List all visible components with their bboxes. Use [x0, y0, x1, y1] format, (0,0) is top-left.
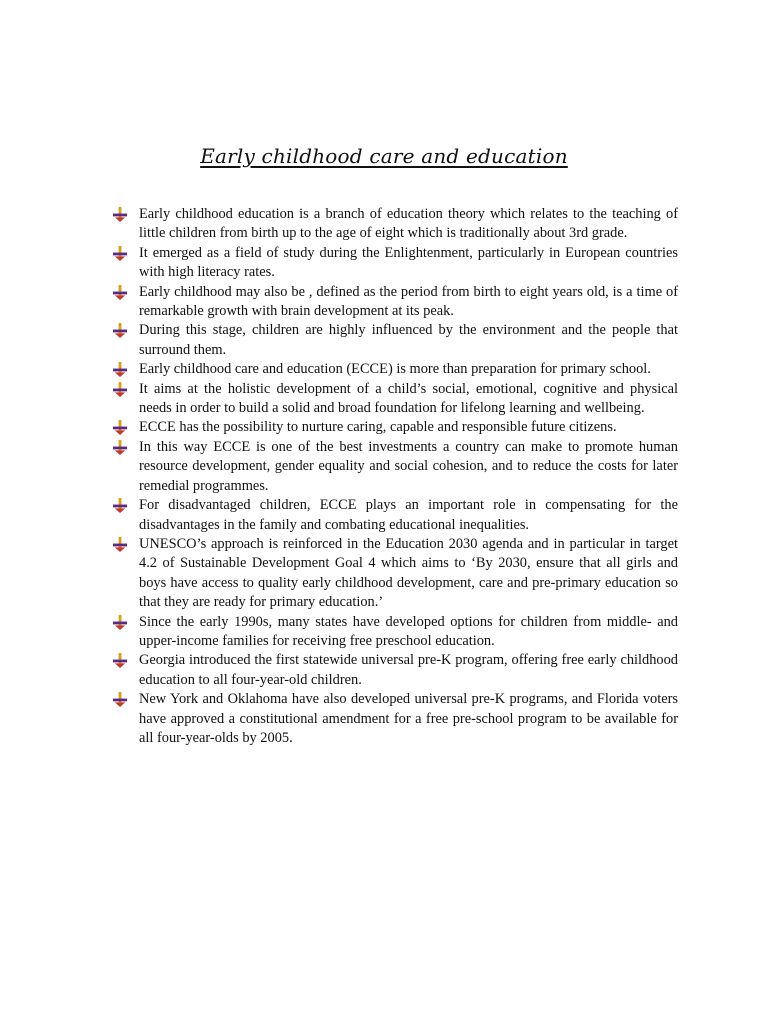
bullet-text: It aims at the holistic development of a child’s social, emotional, cognitive and physical needs in order to build a solid and broad foundation for lifelong learning and wellbeing. [139, 380, 678, 417]
bullet-item [112, 613, 678, 652]
bullet-item [112, 535, 678, 613]
bullet-text: ECCE has the possibility to nurture caring, capable and responsible future citizens. [139, 419, 617, 436]
arrow-bullet-icon [113, 537, 128, 552]
arrow-bullet-icon [113, 420, 128, 435]
bullet-text: UNESCO’s approach is reinforced in the Education 2030 agenda and in particular in target 4.2 of Sustainable Development Goal 4 which aims to ‘By 2030, ensure that all girls and boys have access to quality early childhood development, care and pre-primary education so that they are ready for primary education.’ [139, 535, 678, 611]
arrow-bullet-icon [113, 440, 128, 455]
document-title: Early childhood care and education [200, 144, 568, 168]
arrow-bullet-icon [113, 207, 128, 222]
arrow-bullet-icon [113, 362, 128, 377]
bullet-text: New York and Oklahoma have also developed universal pre-K programs, and Florida voters have approved a constitutional amendment for a free pre-school program to be available for all four-year-olds by 2005. [139, 691, 678, 746]
bullet-text: Early childhood education is a branch of education theory which relates to the teaching of little children from birth up to the age of eight which is traditionally about 3rd grade. [139, 206, 678, 242]
bullet-item [112, 496, 678, 535]
bullet-text: In this way ECCE is one of the best investments a country can make to promote human resource development, gender equality and social cohesion, and to reduce the costs for later remedial programmes. [139, 438, 678, 494]
arrow-bullet-icon [113, 653, 128, 668]
bullet-item [112, 418, 678, 437]
arrow-bullet-icon [113, 692, 128, 707]
bullet-text: Since the early 1990s, many states have developed options for children from middle- and upper-income families for receiving free preschool education. [139, 613, 678, 649]
bullet-item [112, 244, 678, 283]
bullet-text: For disadvantaged children, ECCE plays an important role in compensating for the disadvantages in the family and combating educational inequalities. [139, 497, 678, 533]
bullet-text: Early childhood may also be , defined as the period from birth to eight years old, is a time of remarkable growth with brain development at its peak. [139, 283, 678, 320]
bullet-item [112, 438, 678, 496]
arrow-bullet-icon [113, 615, 128, 630]
bullet-list [112, 205, 678, 748]
arrow-bullet-icon [113, 285, 128, 300]
bullet-item [112, 651, 678, 690]
bullet-item [112, 283, 678, 322]
bullet-text: During this stage, children are highly influenced by the environment and the people that surround them. [139, 322, 678, 358]
bullet-item [112, 205, 678, 244]
bullet-item [112, 360, 678, 379]
bullet-text: Georgia introduced the first statewide universal pre-K program, offering free early childhood education to all four-year-old children. [139, 652, 678, 688]
bullet-text: Early childhood care and education (ECCE) is more than preparation for primary school. [139, 361, 651, 378]
arrow-bullet-icon [113, 382, 128, 397]
arrow-bullet-icon [113, 498, 128, 513]
bullet-text: It emerged as a field of study during the Enlightenment, particularly in European countries with high literacy rates. [139, 244, 678, 281]
bullet-item [112, 690, 678, 748]
bullet-item [112, 321, 678, 360]
arrow-bullet-icon [113, 246, 128, 261]
arrow-bullet-icon [113, 323, 128, 338]
bullet-item [112, 380, 678, 419]
